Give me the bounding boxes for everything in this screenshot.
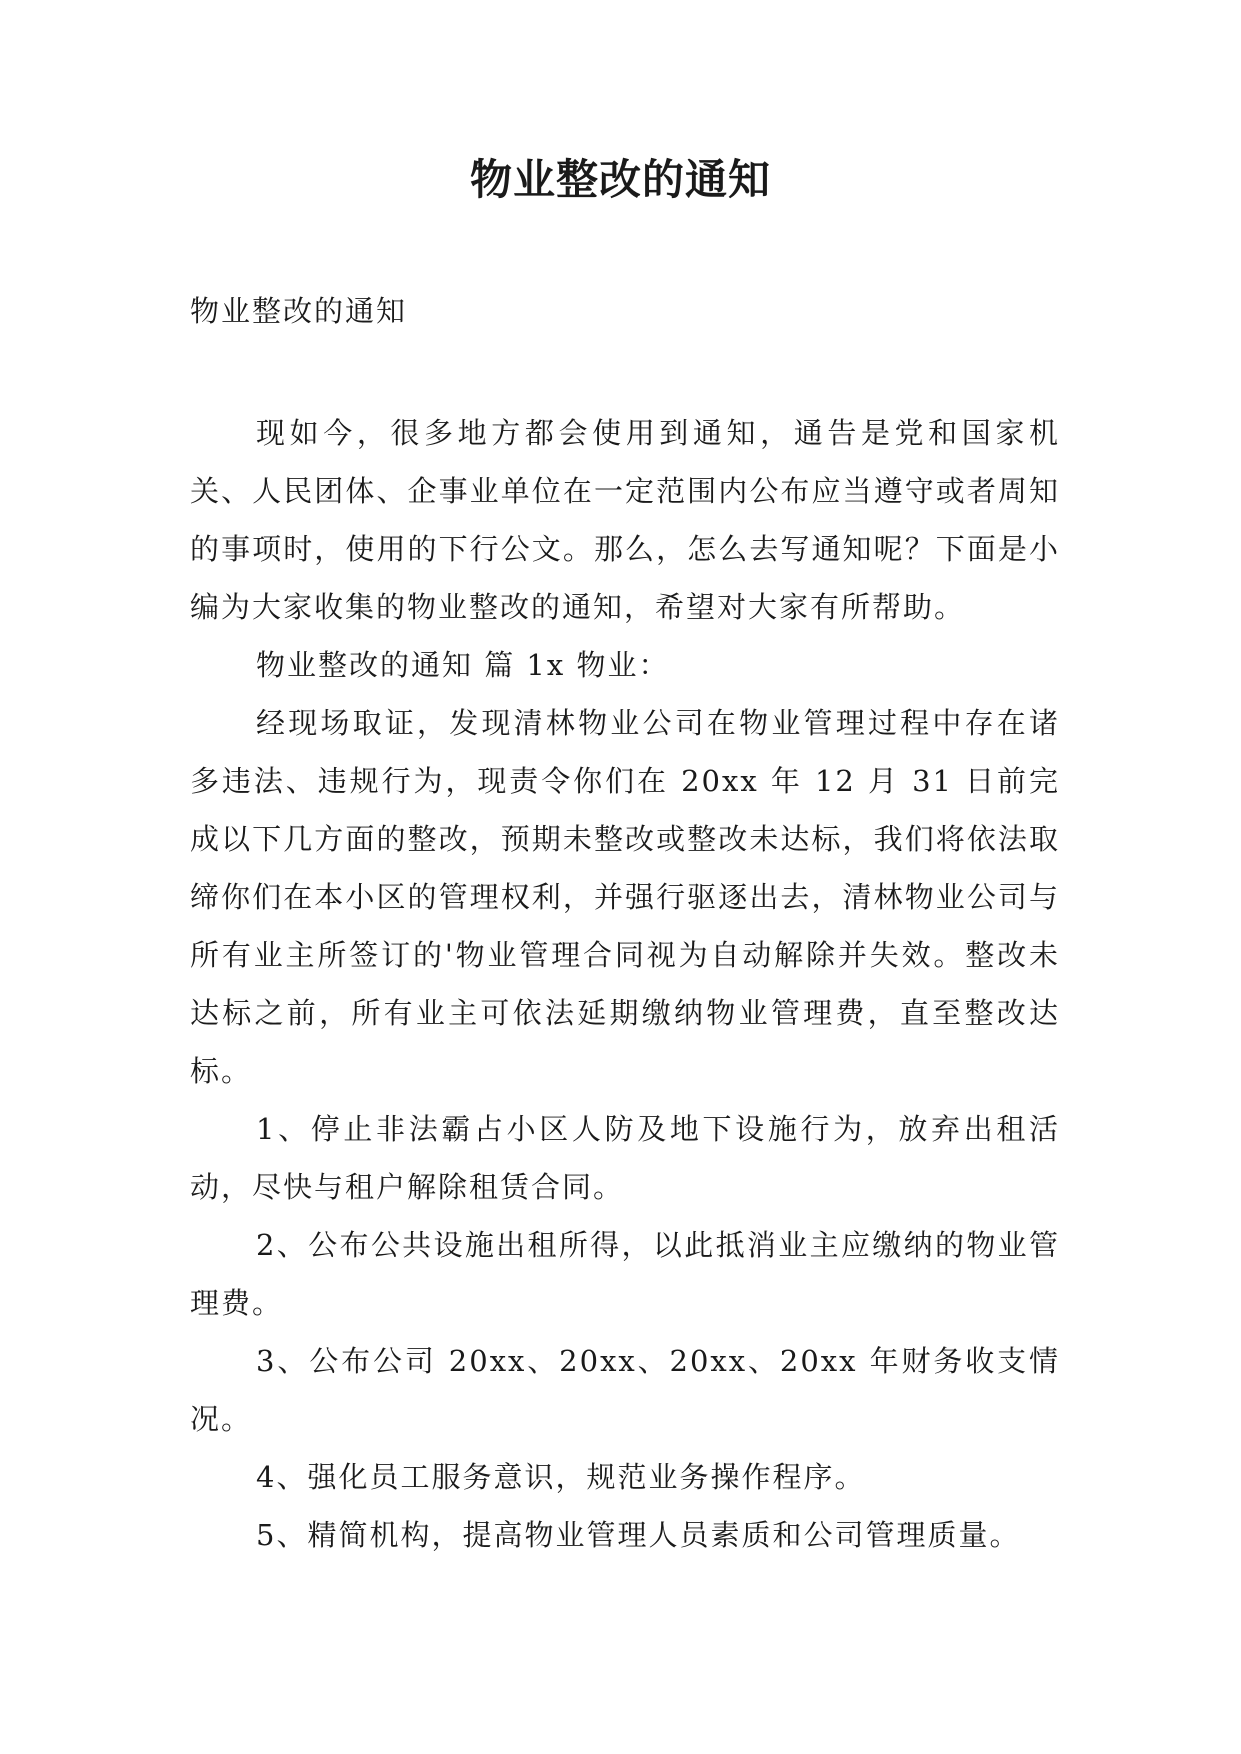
document-body xyxy=(190,404,1060,1564)
list-item-5: 5、精简机构，提高物业管理人员素质和公司管理质量。 xyxy=(256,1518,1021,1552)
list-item-2: 2、公布公共设施出租所得，以此抵消业主应缴纳的物业管理费。 xyxy=(190,1228,1060,1320)
document-title: 物业整改的通知 xyxy=(469,155,771,204)
paragraph-main: 经现场取证，发现清林物业公司在物业管理过程中存在诸多违法、违规行为，现责令你们在 20xx 年 12 月 31 日前完成以下几方面的整改，预期未整改或整改未达标，我们将依法取缔你们在本小区的管理权利，并强行驱逐出去，清林物业公司与所有业主所签订的'物业管理合同视为自动解除并失效。整改未达标之前，所有业主可依法延期缴纳物业管理费，直至整改达标。 xyxy=(190,706,1060,1088)
list-item-1: 1、停止非法霸占小区人防及地下设施行为，放弃出租活动，尽快与租户解除租赁合同。 xyxy=(190,1112,1060,1204)
paragraph-heading: 物业整改的通知 篇 1x 物业： xyxy=(256,648,670,682)
document-subtitle: 物业整改的通知 xyxy=(190,294,408,328)
paragraph-intro: 现如今，很多地方都会使用到通知，通告是党和国家机关、人民团体、企事业单位在一定范围内公布应当遵守或者周知的事项时，使用的下行公文。那么，怎么去写通知呢？下面是小编为大家收集的物业整改的通知，希望对大家有所帮助。 xyxy=(190,416,1060,624)
list-item-3: 3、公布公司 20xx、20xx、20xx、20xx 年财务收支情况。 xyxy=(190,1344,1060,1436)
list-item-4: 4、强化员工服务意识，规范业务操作程序。 xyxy=(256,1460,866,1494)
